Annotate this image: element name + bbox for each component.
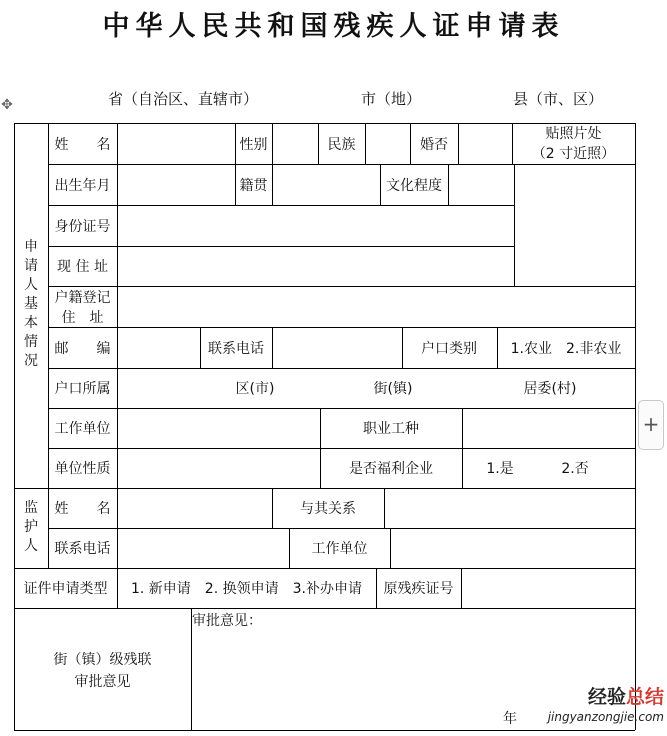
id-number-field[interactable] xyxy=(118,206,514,246)
welfare-yes-option[interactable]: 1.是 xyxy=(486,461,514,477)
household-address-label-2: 住 址 xyxy=(61,310,104,326)
occupation-label: 职业工种 xyxy=(363,421,419,437)
work-unit-label: 工作单位 xyxy=(54,421,111,437)
current-address-field[interactable] xyxy=(118,247,514,286)
plus-icon[interactable]: + xyxy=(638,400,664,450)
photo-size-label: （2 寸近照） xyxy=(531,146,616,162)
education-label: 文化程度 xyxy=(386,177,442,194)
household-address-field[interactable] xyxy=(118,287,635,327)
applicant-section-label: 申请人基本情况 xyxy=(24,239,38,369)
street-label: 街(镇) xyxy=(373,381,413,397)
county-label: 县（市、区） xyxy=(513,90,604,108)
phone-field[interactable] xyxy=(273,328,402,368)
gender-label: 性别 xyxy=(239,136,268,153)
household-address-label: 户籍登记 xyxy=(54,290,111,306)
year-label: 年 xyxy=(503,711,517,727)
birth-date-label: 出生年月 xyxy=(54,177,111,194)
guardian-name-field[interactable] xyxy=(118,489,272,528)
marital-label: 婚否 xyxy=(420,136,448,153)
approval-opinion-label: 审批意见： xyxy=(192,613,262,629)
current-address-label: 现 住 址 xyxy=(57,259,108,275)
birth-date-field[interactable] xyxy=(118,165,235,205)
street-approval-label: 街（镇）级残联 xyxy=(53,652,152,668)
household-belong-label: 户口所属 xyxy=(54,381,111,397)
certificate-type-label: 证件申请类型 xyxy=(23,581,108,597)
household-type-options[interactable]: 1.农业 2.非农业 xyxy=(510,340,622,357)
household-type-text: 户口类别 xyxy=(421,340,477,357)
guardian-work-unit-field[interactable] xyxy=(391,529,635,568)
household-type-label xyxy=(402,327,497,368)
province-label: 省（自治区、直辖市） xyxy=(108,90,259,108)
district-label: 区(市) xyxy=(235,381,275,397)
native-place-field[interactable] xyxy=(273,165,380,205)
name-label: 姓 名 xyxy=(54,136,111,153)
city-label: 市（地） xyxy=(361,90,422,108)
occupation-field[interactable] xyxy=(463,409,635,448)
postal-code-field[interactable] xyxy=(118,328,200,368)
id-number-label: 身份证号 xyxy=(54,218,111,235)
street-approval-label-2: 审批意见 xyxy=(74,674,131,690)
marital-field[interactable] xyxy=(459,124,512,164)
certificate-type-options[interactable]: 1. 新申请 2. 换领申请 3.补办申请 xyxy=(131,581,362,597)
native-place-label: 籍贯 xyxy=(239,177,268,194)
guardian-work-unit-label: 工作单位 xyxy=(311,541,368,557)
guardian-relation-label: 与其关系 xyxy=(300,501,356,517)
photo-label: 贴照片处 xyxy=(545,126,602,142)
original-cert-field[interactable] xyxy=(462,569,635,608)
work-unit-field[interactable] xyxy=(118,409,320,448)
unit-nature-label: 单位性质 xyxy=(54,461,111,477)
postal-code-label: 邮 编 xyxy=(54,340,111,357)
watermark-brand-accent: 总结 xyxy=(625,686,664,708)
watermark-brand xyxy=(506,686,664,708)
move-icon[interactable]: ✥ xyxy=(1,97,13,113)
phone-label: 联系电话 xyxy=(208,340,264,357)
photo-area[interactable] xyxy=(515,165,635,286)
name-field[interactable] xyxy=(118,124,235,164)
guardian-phone-label: 联系电话 xyxy=(54,541,111,557)
welfare-no-option[interactable]: 2.否 xyxy=(561,461,589,477)
unit-nature-field[interactable] xyxy=(118,449,320,488)
original-cert-label: 原残疾证号 xyxy=(383,581,454,597)
ethnicity-label: 民族 xyxy=(327,136,356,153)
guardian-name-label: 姓 名 xyxy=(54,501,111,517)
watermark-url: jingyanzongjie.com xyxy=(547,710,664,724)
form-title: 中华人民共和国残疾人证申请表 xyxy=(102,11,565,42)
education-field[interactable] xyxy=(449,165,514,205)
committee-label: 居委(村) xyxy=(523,381,577,397)
gender-field[interactable] xyxy=(273,124,318,164)
welfare-enterprise-label: 是否福利企业 xyxy=(349,461,433,477)
watermark-brand-text: 经验 xyxy=(587,686,626,708)
guardian-phone-field[interactable] xyxy=(118,529,289,568)
guardian-section-label: 监护人 xyxy=(24,500,38,554)
guardian-relation-field[interactable] xyxy=(385,489,635,528)
ethnicity-field[interactable] xyxy=(366,124,410,164)
